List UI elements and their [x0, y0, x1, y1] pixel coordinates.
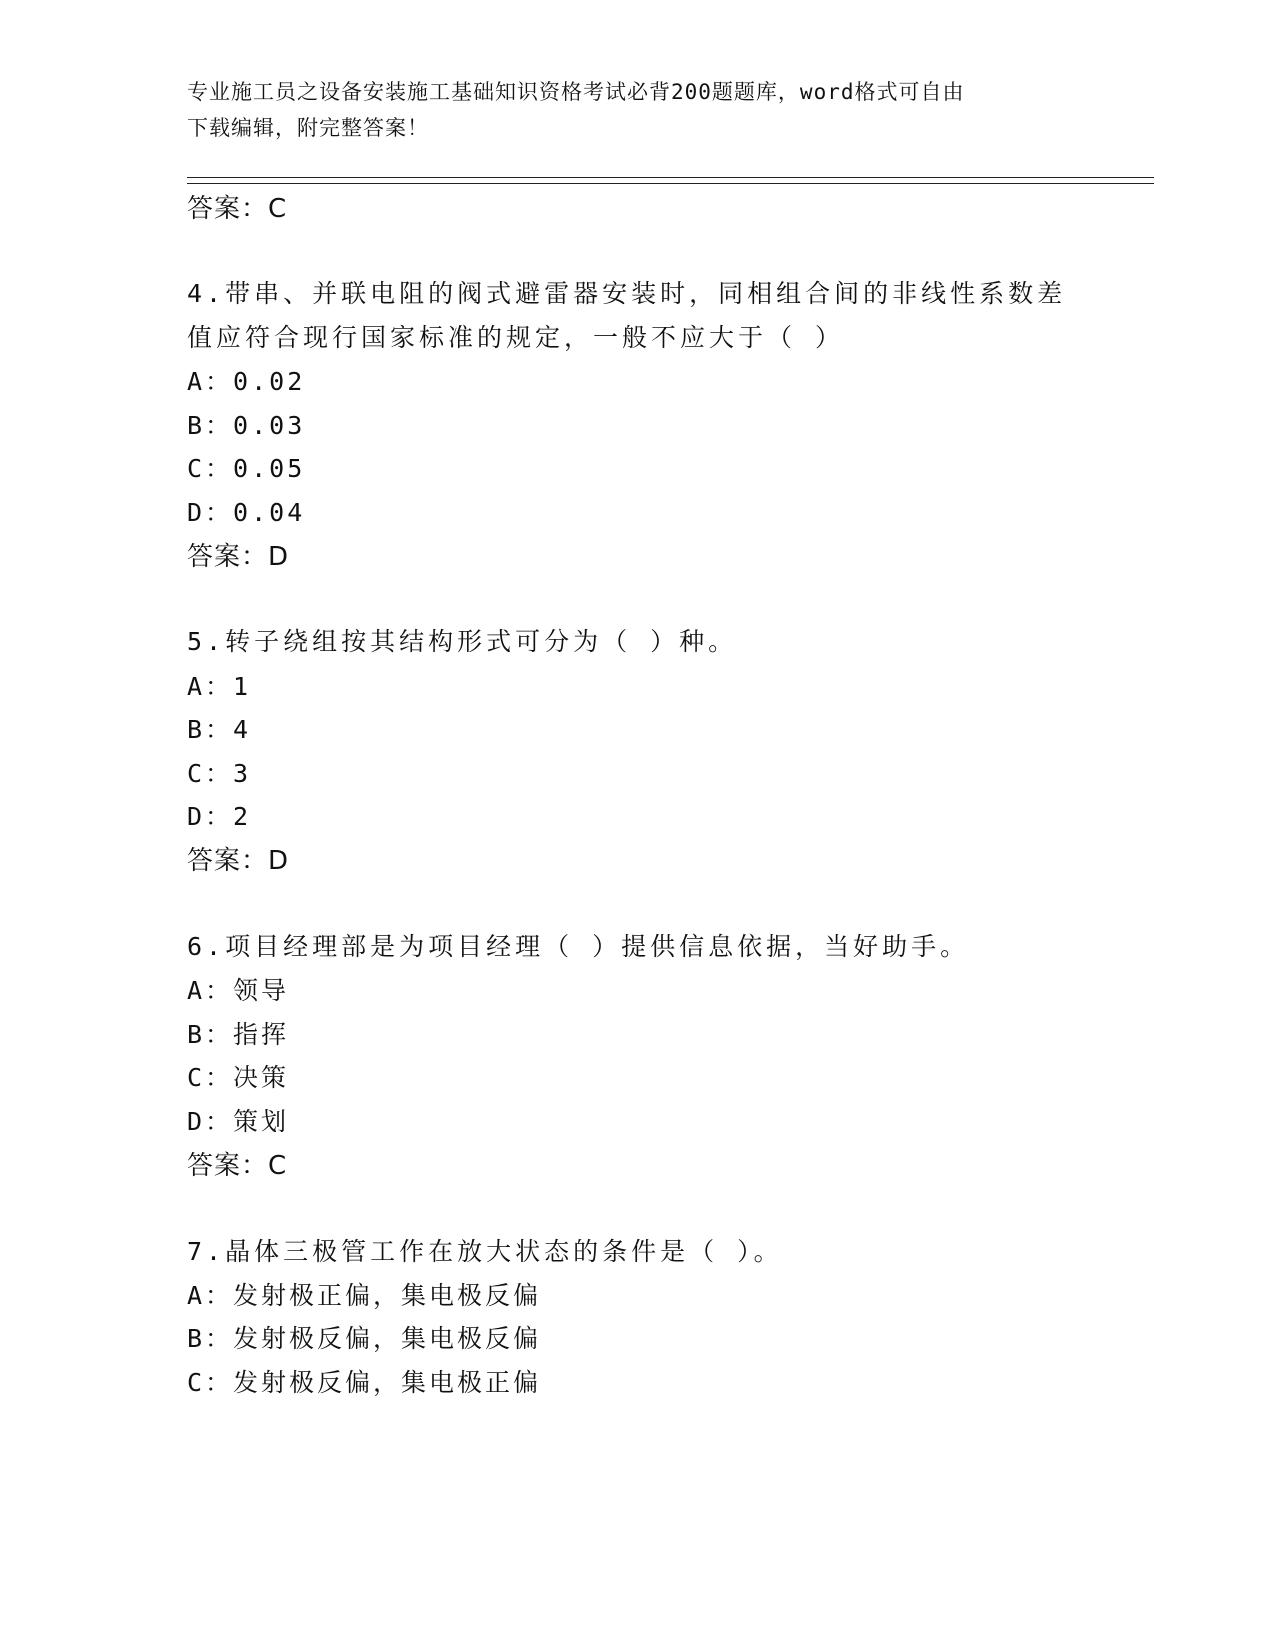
previous-answer: 答案：C [187, 194, 288, 224]
question-7-option-c: C：发射极反偏，集电极正偏 [187, 1368, 542, 1397]
question-4-text-line-1: 4.带串、并联电阻的阀式避雷器安装时，同相组合间的非线性系数差 [187, 279, 1067, 308]
question-5-option-c: C：3 [187, 759, 252, 788]
question-4-text-line-2: 值应符合现行国家标准的规定，一般不应大于（ ） [187, 323, 845, 352]
question-7-option-b: B：发射极反偏，集电极反偏 [187, 1324, 542, 1353]
question-6-option-c: C：决策 [187, 1063, 290, 1092]
header-divider-top [187, 177, 1154, 178]
header-divider-bottom [187, 183, 1154, 184]
header-line-1: 专业施工员之设备安装施工基础知识资格考试必背200题题库，word格式可自由 [187, 80, 965, 104]
question-5-answer: 答案：D [187, 846, 290, 876]
question-7-text: 7.晶体三极管工作在放大状态的条件是（ ）。 [187, 1237, 783, 1266]
question-4-option-c: C：0.05 [187, 454, 306, 483]
question-6-option-d: D：策划 [187, 1107, 290, 1136]
question-6-option-b: B：指挥 [187, 1020, 290, 1049]
header-line-2: 下载编辑，附完整答案！ [187, 116, 429, 140]
question-4-option-b: B：0.03 [187, 411, 306, 440]
question-4-option-a: A：0.02 [187, 367, 306, 396]
question-6-option-a: A：领导 [187, 976, 290, 1005]
question-6-text: 6.项目经理部是为项目经理（ ）提供信息依据，当好助手。 [187, 932, 970, 961]
document-header [187, 74, 1067, 146]
question-4-answer: 答案：D [187, 542, 290, 572]
question-5-text: 5.转子绕组按其结构形式可分为（ ）种。 [187, 627, 738, 656]
question-5-option-a: A：1 [187, 672, 252, 701]
question-5-option-d: D：2 [187, 802, 252, 831]
question-6-answer: 答案：C [187, 1151, 288, 1181]
question-5-option-b: B：4 [187, 715, 252, 744]
question-4-option-d: D：0.04 [187, 498, 306, 527]
question-7-option-a: A：发射极正偏，集电极反偏 [187, 1281, 542, 1310]
